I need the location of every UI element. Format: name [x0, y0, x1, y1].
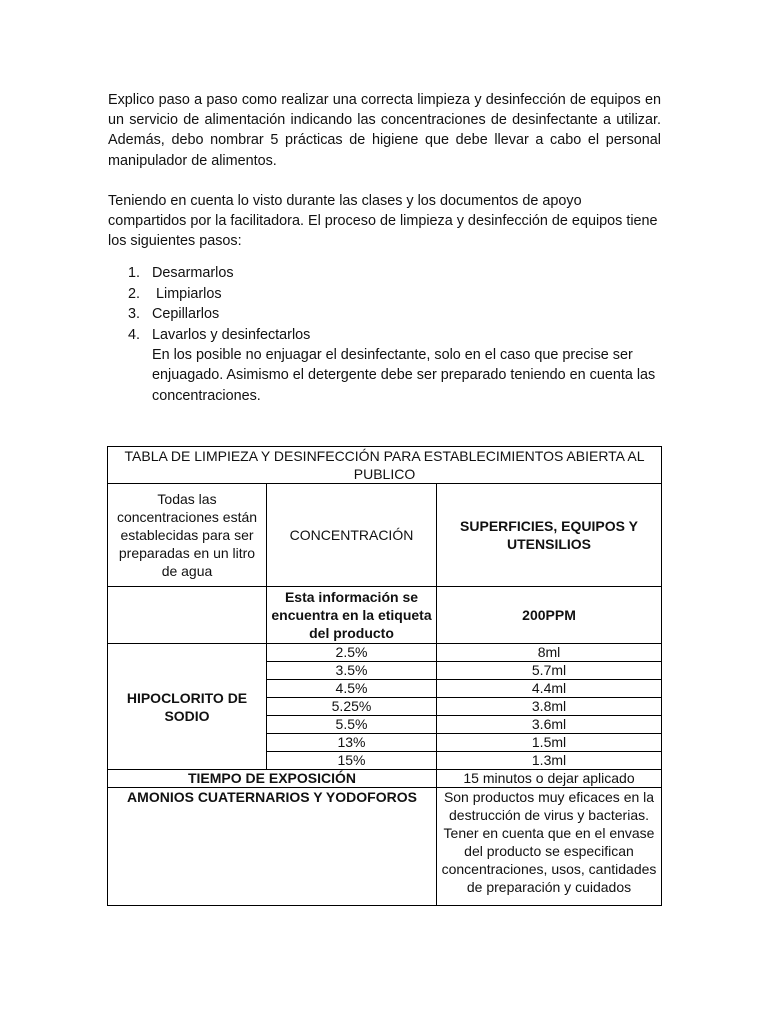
- quats-description-cell: Son productos muy eficaces en la destrucción de virus y bacterias. Tener en cuenta que en el envase del producto se especifican concentraciones, usos, cantidades de preparación y cuidados: [437, 788, 662, 906]
- step-note: En los posible no enjuagar el desinfectante, solo en el caso que precise ser enjuagado. Asimismo el detergente debe ser preparado teniendo en cuenta las concentraciones.: [152, 347, 656, 404]
- info-cell-ppm: 200PPM: [437, 587, 662, 644]
- table-title: TABLA DE LIMPIEZA Y DESINFECCIÓN PARA ESTABLECIMIENTOS ABIERTA AL PUBLICO: [108, 447, 662, 484]
- amount-cell: 1.3ml: [437, 752, 662, 770]
- step-number: 4.: [128, 326, 141, 343]
- product-name-cell: HIPOCLORITO DE SODIO: [108, 644, 267, 770]
- amount-cell: 3.8ml: [437, 698, 662, 716]
- step-text: Limpiarlos: [152, 285, 222, 302]
- amount-cell: 1.5ml: [437, 734, 662, 752]
- concentration-cell: 15%: [267, 752, 437, 770]
- steps-list: [108, 263, 661, 406]
- step-text: Desarmarlos: [152, 265, 234, 282]
- document-body: [108, 90, 661, 406]
- step-number: 2.: [128, 285, 141, 302]
- concentration-cell: 13%: [267, 734, 437, 752]
- intro-paragraph-1: Explico paso a paso como realizar una correcta limpieza y desinfección de equipos en un servicio de alimentación indicando las concentraciones de desinfectante a utilizar. Además, debo nombrar 5 prácticas de higiene que debe llevar a cabo el personal manipulador de alimentos.: [108, 92, 661, 169]
- header-cell-note: Todas las concentraciones están establecidas para ser preparadas en un litro de agua: [108, 484, 267, 587]
- info-cell-empty: [108, 587, 267, 644]
- list-item: [108, 263, 661, 283]
- amount-cell: 8ml: [437, 644, 662, 662]
- exposure-label-cell: TIEMPO DE EXPOSICIÓN: [108, 770, 437, 788]
- concentration-cell: 3.5%: [267, 662, 437, 680]
- info-cell-label: Esta información se encuentra en la etiqueta del producto: [267, 587, 437, 644]
- quats-label-cell: AMONIOS CUATERNARIOS Y YODOFOROS: [108, 788, 437, 906]
- step-text: Lavarlos y desinfectarlos: [152, 326, 311, 343]
- step-number: 1.: [128, 265, 141, 282]
- list-item: [108, 304, 661, 324]
- disinfection-table: [107, 446, 662, 906]
- amount-cell: 3.6ml: [437, 716, 662, 734]
- list-item: [108, 325, 661, 407]
- concentration-cell: 5.5%: [267, 716, 437, 734]
- concentration-cell: 2.5%: [267, 644, 437, 662]
- header-cell-concentration: CONCENTRACIÓN: [267, 484, 437, 587]
- concentration-cell: 5.25%: [267, 698, 437, 716]
- list-item: [108, 284, 661, 304]
- intro-paragraph-2: Teniendo en cuenta lo visto durante las clases y los documentos de apoyo compartidos por la facilitadora. El proceso de limpieza y desinfección de equipos tiene los siguientes pasos:: [108, 192, 658, 250]
- step-number: 3.: [128, 306, 141, 323]
- amount-cell: 5.7ml: [437, 662, 662, 680]
- exposure-value-cell: 15 minutos o dejar aplicado: [437, 770, 662, 788]
- concentration-cell: 4.5%: [267, 680, 437, 698]
- step-text: Cepillarlos: [152, 306, 220, 323]
- amount-cell: 4.4ml: [437, 680, 662, 698]
- header-cell-surfaces: SUPERFICIES, EQUIPOS Y UTENSILIOS: [437, 484, 662, 587]
